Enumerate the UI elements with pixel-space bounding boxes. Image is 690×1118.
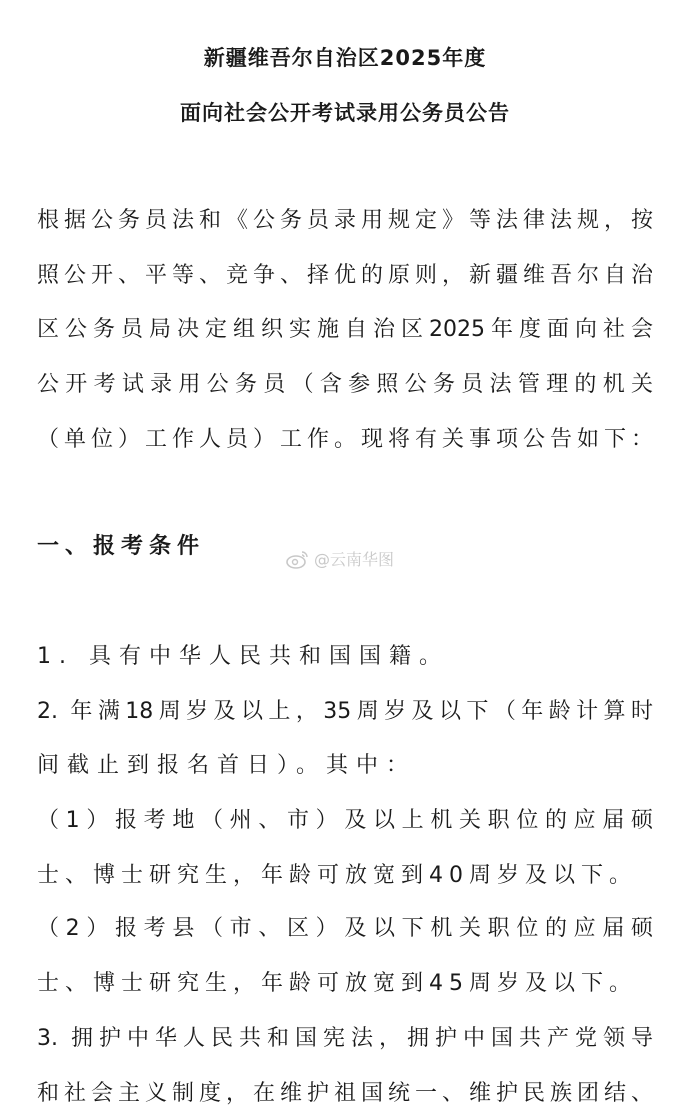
watermark xyxy=(286,547,394,570)
intro-line: 根据公务员法和《公务员录用规定》等法律法规，按 xyxy=(37,208,653,233)
intro-line: 照公开、平等、竞争、择优的原则，新疆维吾尔自治 xyxy=(37,263,653,288)
condition-line: 2. 年满18周岁及以上，35周岁及以下（年龄计算时 xyxy=(37,699,653,724)
condition-line: （1）报考地（州、市）及以上机关职位的应届硕 xyxy=(37,808,653,833)
title-line-2: 面向社会公开考试录用公务员公告 xyxy=(180,101,510,125)
intro-line: （单位）工作人员）工作。现将有关事项公告如下： xyxy=(37,427,653,452)
condition-line: 间截止到报名首日）。其中： xyxy=(37,753,417,778)
condition-line: （2）报考县（市、区）及以下机关职位的应届硕 xyxy=(37,916,653,941)
condition-line: 士、博士研究生，年龄可放宽到45周岁及以下。 xyxy=(37,971,637,996)
section-heading: 一、报考条件 xyxy=(37,534,206,559)
weibo-icon xyxy=(286,549,310,569)
title-line-1: 新疆维吾尔自治区2025年度 xyxy=(203,46,487,70)
condition-line: 3. 拥护中华人民共和国宪法，拥护中国共产党领导 xyxy=(37,1026,653,1051)
condition-line: 1. 具有中华人民共和国国籍。 xyxy=(37,644,449,669)
watermark-text: @云南华图 xyxy=(314,550,395,569)
intro-line: 公开考试录用公务员（含参照公务员法管理的机关 xyxy=(37,372,653,397)
condition-line: 士、博士研究生，年龄可放宽到40周岁及以下。 xyxy=(37,863,637,888)
intro-line: 区公务员局决定组织实施自治区2025年度面向社会 xyxy=(37,317,653,342)
condition-line: 和社会主义制度，在维护祖国统一、维护民族团结、 xyxy=(37,1081,653,1106)
